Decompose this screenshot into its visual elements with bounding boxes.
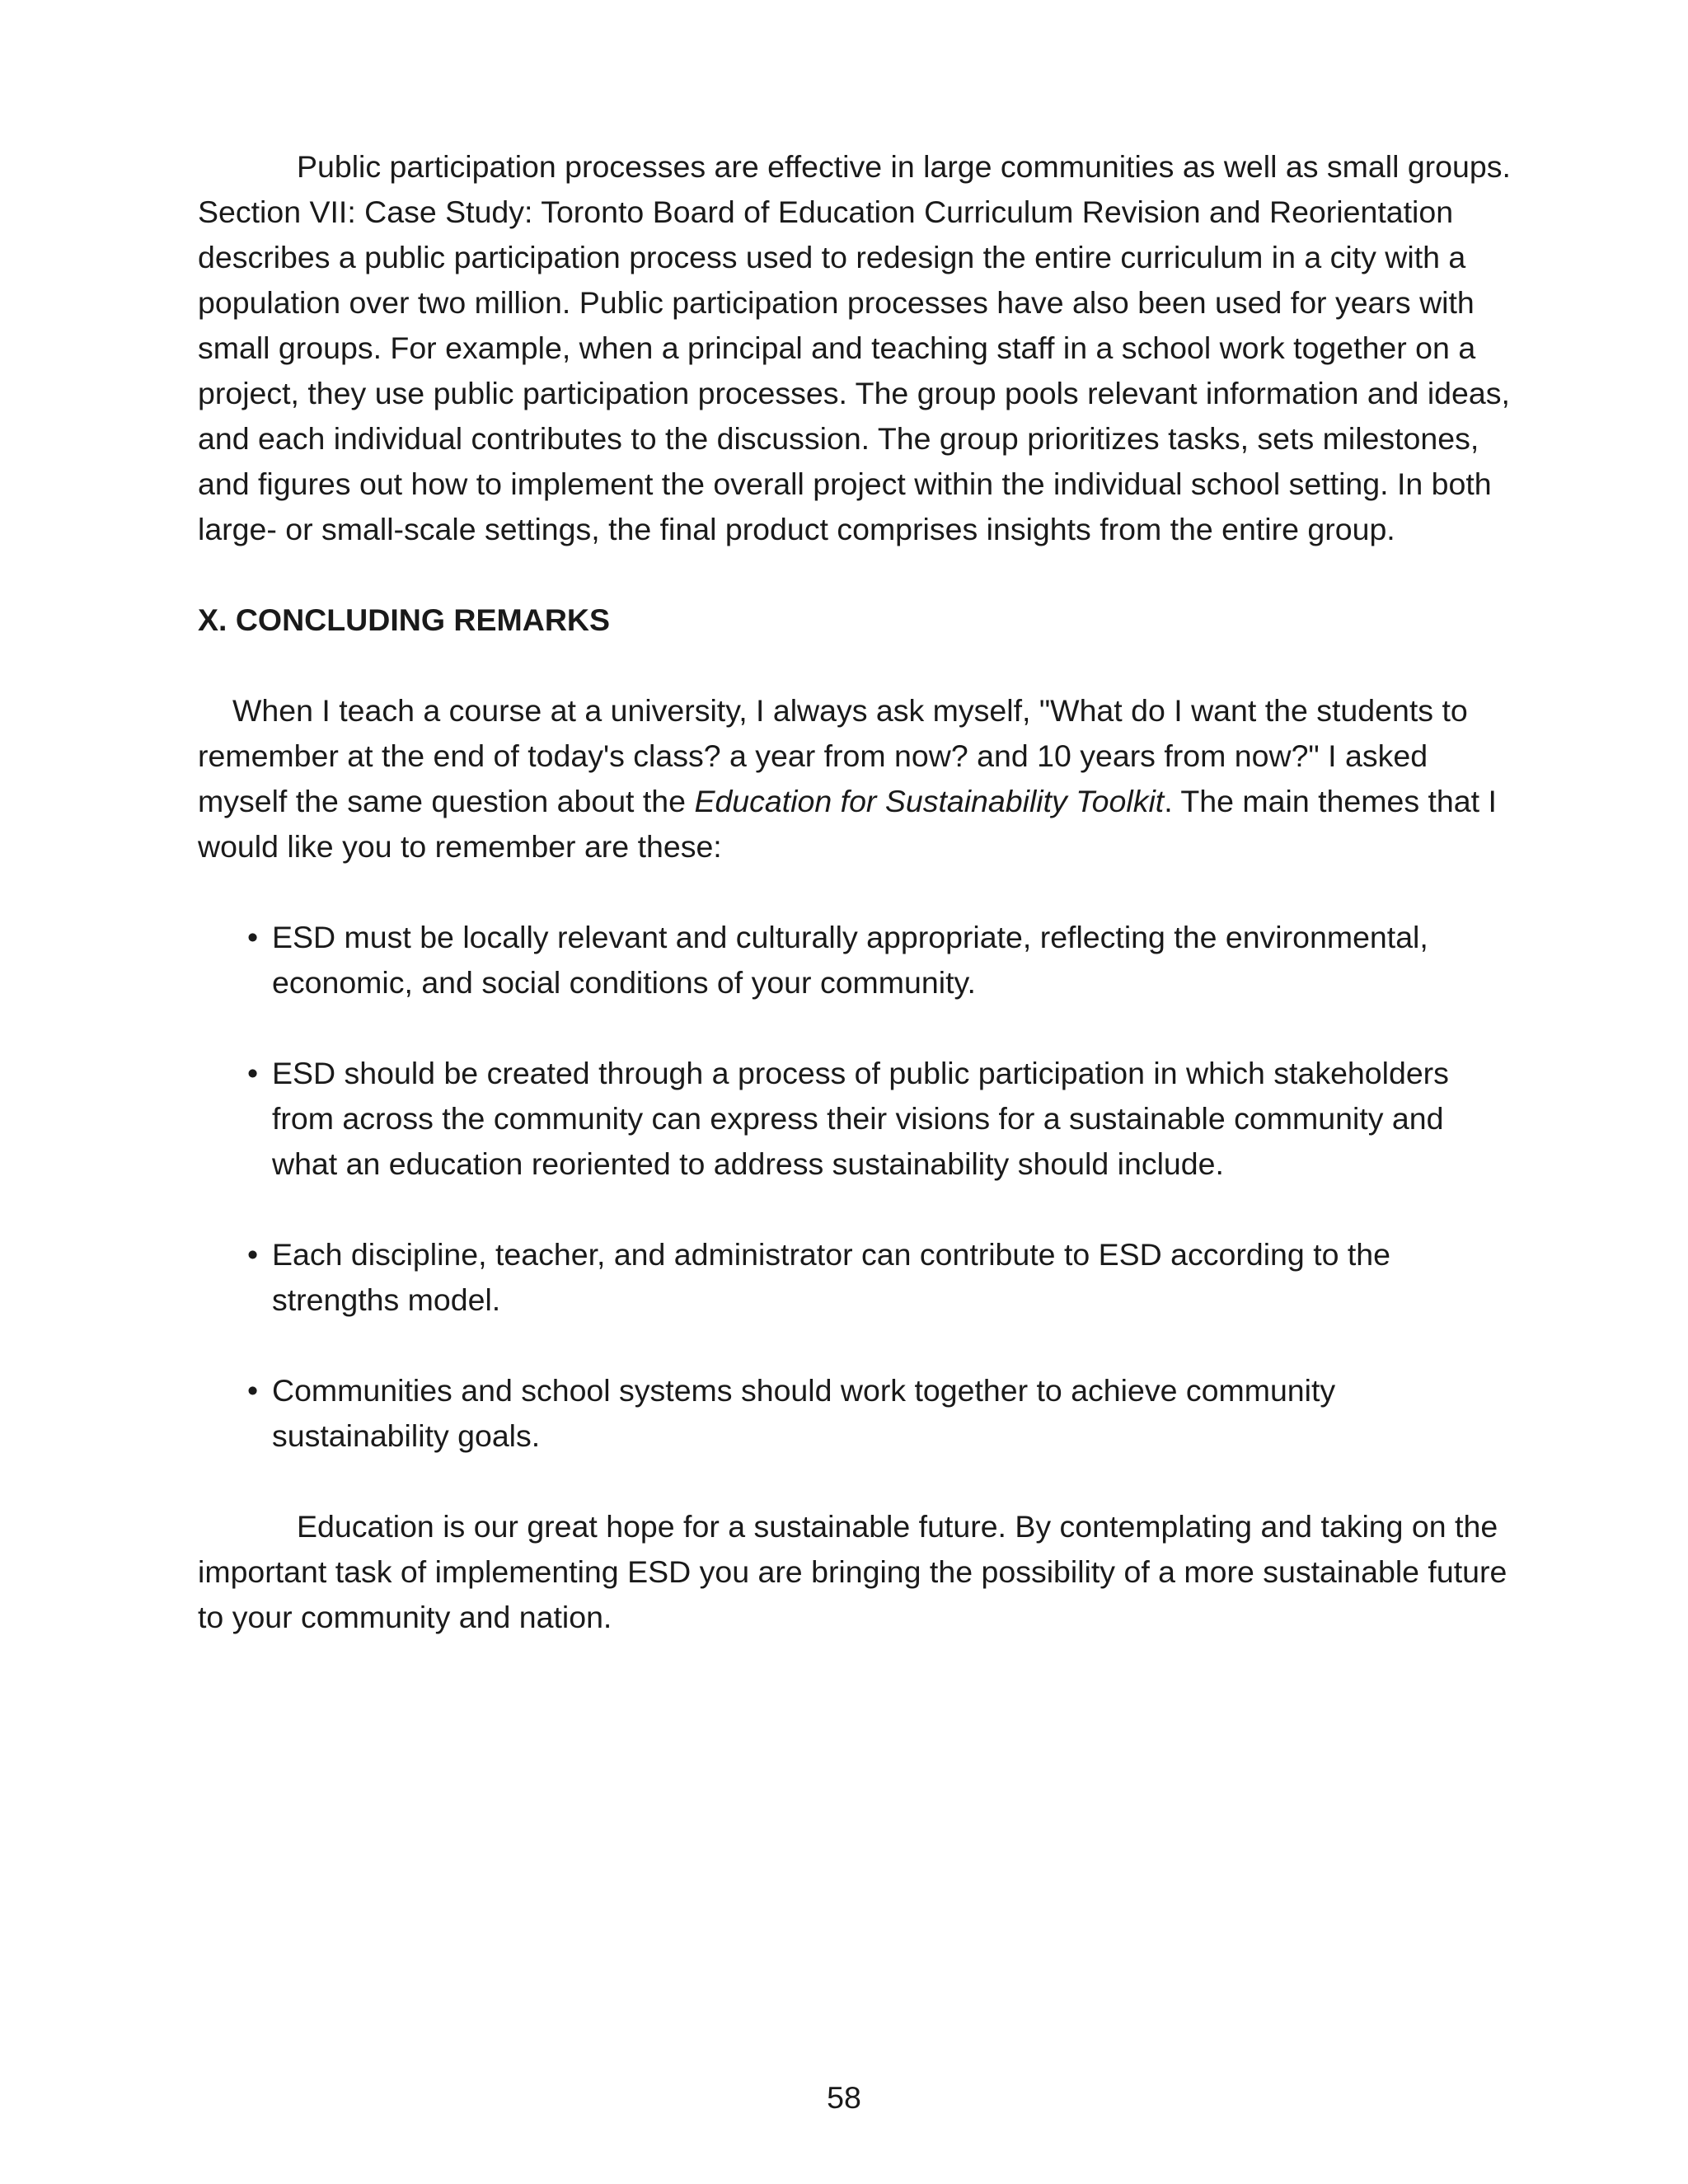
list-item xyxy=(247,1051,1517,1187)
bullet-icon: • xyxy=(247,1237,259,1272)
bullet-icon: • xyxy=(247,920,259,954)
list-item-text: Each discipline, teacher, and administrator can contribute to ESD according to the strengths model. xyxy=(272,1237,1391,1317)
bullet-icon: • xyxy=(247,1056,259,1090)
list-item xyxy=(247,1368,1517,1459)
list-item xyxy=(247,1232,1517,1323)
list-item-text: ESD must be locally relevant and culturally appropriate, reflecting the environmental, economic, and social conditions of your community. xyxy=(272,920,1428,1000)
closing-paragraph: Education is our great hope for a sustainable future. By contemplating and taking on the important task of implementing ESD you are bringing the possibility of a more sustainable future to your community and nation. xyxy=(198,1509,1507,1634)
section-heading: X. CONCLUDING REMARKS xyxy=(198,602,611,637)
bullet-icon: • xyxy=(247,1373,259,1408)
remarks-text-end: . The main themes that I would like you to remember are these: xyxy=(198,784,1497,864)
remarks-paragraph xyxy=(198,688,1517,869)
list-item-text: Communities and school systems should work together to achieve community sustainability goals. xyxy=(272,1373,1336,1453)
toolkit-title: Education for Sustainability Toolkit xyxy=(694,784,1165,818)
list-item xyxy=(247,915,1517,1005)
document-page xyxy=(198,144,1517,1640)
themes-list xyxy=(198,915,1517,1459)
remarks-text-start: When I teach a course at a university, I always ask myself, "What do I want the students to remember at the end of today's class? a year from now? and 10 years from now?" I asked myself the same question about the xyxy=(198,693,1468,818)
intro-paragraph: Public participation processes are effective in large communities as well as small groups. Section VII: Case Study: Toronto Board of Education Curriculum Revision and Reorientation describes a public participation process used to redesign the entire curriculum in a city with a population over two million. Public participation processes have also been used for years with small groups. For example, when a principal and teaching staff in a school work together on a project, they use public participation processes. The group pools relevant information and ideas, and each individual contributes to the discussion. The group prioritizes tasks, sets milestones, and figures out how to implement the overall project within the individual school setting. In both large- or small-scale settings, the final product comprises insights from the entire group. xyxy=(198,149,1511,546)
list-item-text: ESD should be created through a process of public participation in which stakeholders from across the community can express their visions for a sustainable community and what an education reoriented to address sustainability should include. xyxy=(272,1056,1449,1181)
page-number: 58 xyxy=(827,2080,861,2115)
